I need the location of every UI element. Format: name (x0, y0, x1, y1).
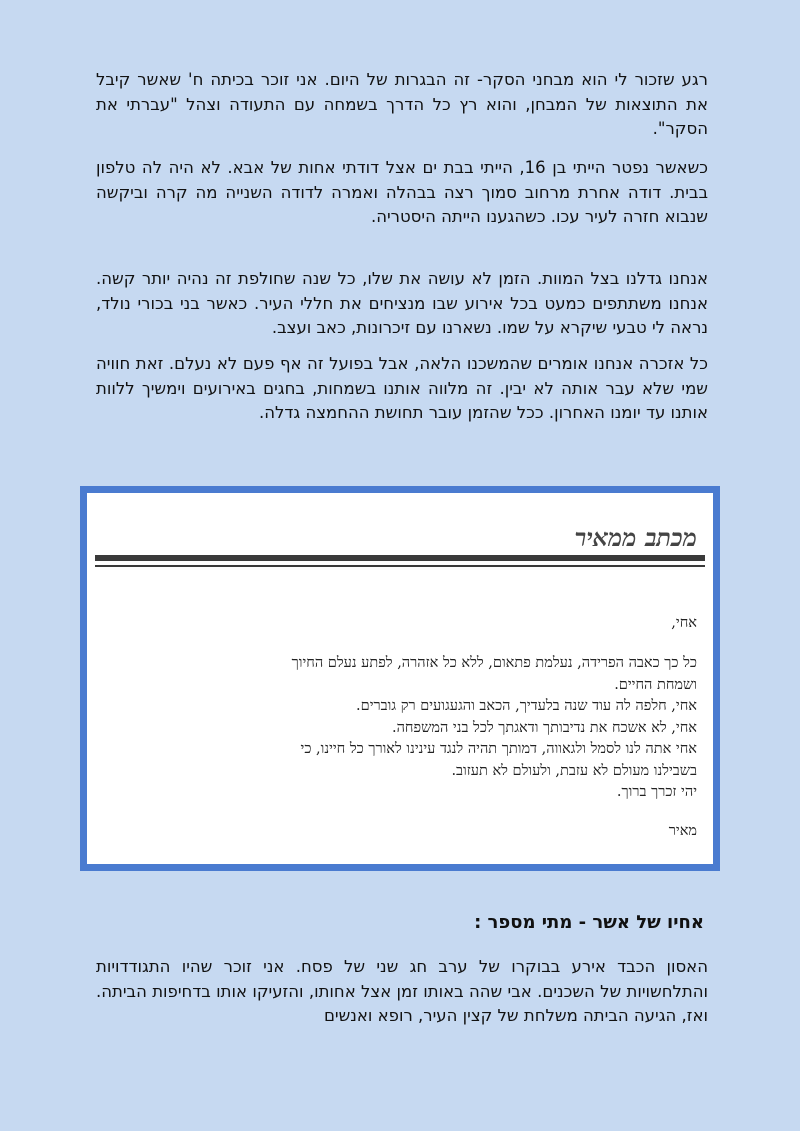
letter-signature: מאיר (668, 823, 697, 839)
letter-line: אחי, לא אשכח את נדיבותך ודאגתך לכל בני המשפחה. (391, 719, 697, 736)
letter-line: בשבילנו מעולם לא עזבת, ולעולם לא תעזוב. (451, 762, 697, 779)
section-heading: אחיו של אשר - מתי מספר : (474, 912, 704, 933)
letter-image-frame (80, 486, 720, 871)
paragraph-survey-memory: רגע שזכור לי הוא מבחני הסקר- זה הבגרות של היום. אני זוכר בכיתה ח' שאשר קיבל את התוצאות של המבחן, והוא רץ כל הדרך בשמחה עם התעודה וצהל "עברתי את הסקר". (96, 70, 708, 138)
letter-salutation: אחי, (671, 615, 697, 631)
letter-line: אחי אתה לנו לסמל ולגאווה, דמותך תהיה לנגד עינינו לאורך כל חיינו, כי (300, 741, 697, 757)
letter-line: יהי זכרך ברוך. (616, 784, 697, 800)
letter-divider-thick (95, 555, 705, 561)
paragraph-memorial: כל אזכרה אנחנו אומרים שהמשכנו הלאה, אבל בפועל זה אף פעם לא נעלם. זאת חוויה שמי שלא עבר אותה לא יבין. זה מלווה אותנו בשמחות, בחגים באירועים וימשיך ללוות אותנו עד יומנו האחרון. ככל שהזמן עובר תחושת ההחמצה גדלה. (96, 354, 708, 422)
letter-body (103, 653, 697, 804)
letter-divider-thin (95, 565, 705, 567)
paragraph-growing-up: אנחנו גדלנו בצל המוות. הזמן לא עושה את שלו, כל שנה שחולפת זה נהיה יותר קשה. אנחנו משתתפים כמעט בכל אירוע שבו מנציחים את חללי העיר. כאשר בני בכורי נולד, נראה לי טבעי שיקרא על שמו. נשארנו עם זיכרונות, כאב ועצב. (96, 269, 708, 337)
letter-line: ושמחת החיים. (614, 676, 697, 693)
paragraph-disaster: האסון הכבד אירע בבוקרו של ערב חג שני של פסח. אני זוכר שהיו התגודדויות והתלחשויות של השכנים. אבי שהה באותו זמן אצל אחותו, והזעיקו אותו בדחיפות הביתה. ואז, הגיעה הביתה משלחת של קצין העיר, רופא ואנשים (96, 957, 708, 1025)
letter-line: כל כך כאבה הפרידה, נעלמת פתאום, ללא כל אזהרה, לפתע נעלם החיוך (291, 655, 697, 671)
paragraph-death-news: כשאשר נפטר הייתי בן 16, הייתי בבת ים אצל דודתי אחות של אבא. לא היה לה טלפון בבית. דודה אחרת מרחוב סמוך רצה בבהלה ואמרה לדודה השנייה מה קרה וביקשה שנבוא חזרה לעיר עכו. כשהגענו הייתה היסטריה. (96, 158, 708, 226)
letter-title: מכתב ממאיר (574, 523, 697, 552)
letter-line: אחי, חלפה לה עוד שנה בלעדיך, הכאב והגעגועים רק גוברים. (356, 698, 697, 714)
